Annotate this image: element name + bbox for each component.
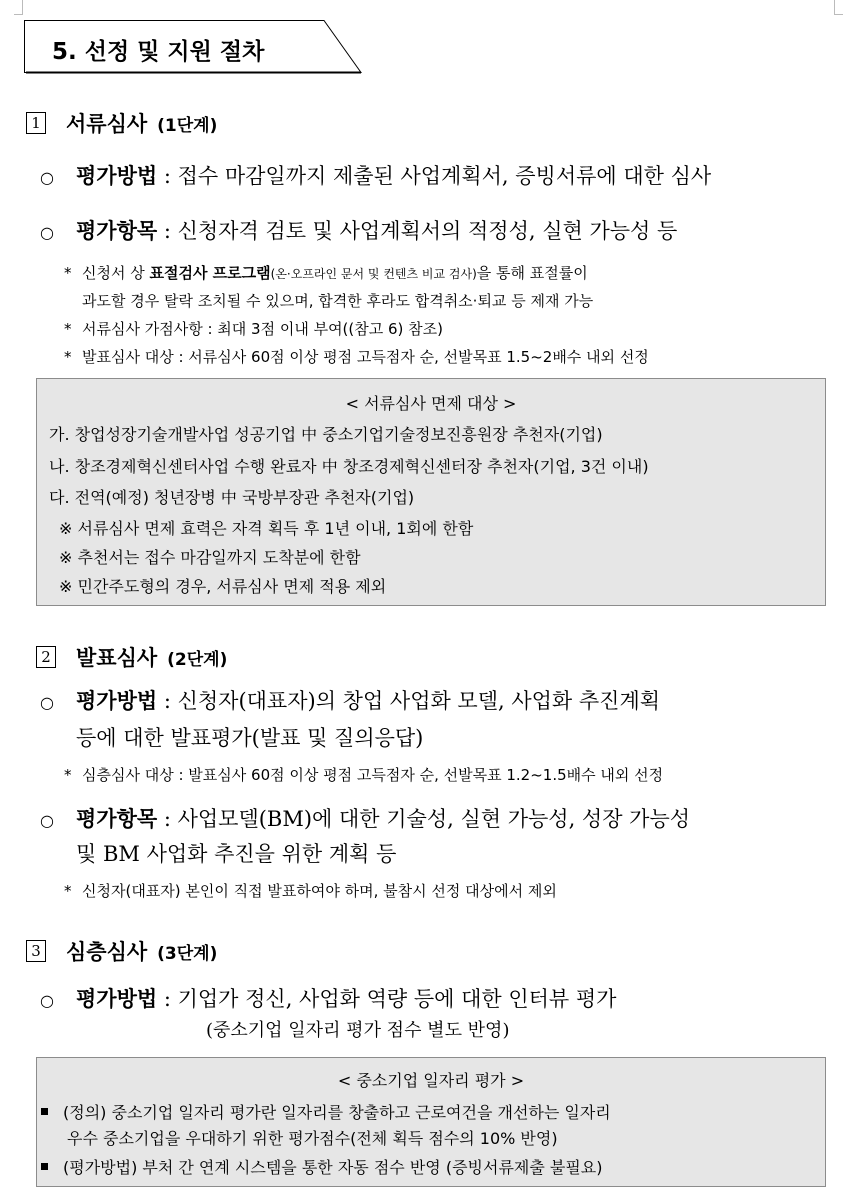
asterisk-icon: * <box>64 766 72 784</box>
section-title-text: 5. 선정 및 지원 절차 <box>52 39 265 65</box>
bullet-label: 평가항목 <box>76 807 158 831</box>
note-plagiarism-cont: 과도할 경우 탈락 조치될 수 있으며, 합격한 후라도 합격취소·퇴교 등 제재 가능 <box>82 292 594 310</box>
bullet-text: 기업가 정신, 사업화 역량 등에 대한 인터뷰 평가 <box>177 987 617 1011</box>
bullet-continuation: (중소기업 일자리 평가 점수 별도 반영) <box>206 1020 510 1041</box>
note-small: (온·오프라인 문서 및 컨텐츠 비교 검사) <box>270 267 477 281</box>
bullet-sep: : <box>157 987 178 1011</box>
job-box-text: (정의) 중소기업 일자리 평가란 일자리를 창출하고 근로여건을 개선하는 일자리 <box>63 1103 611 1122</box>
note-deep-target <box>64 764 663 785</box>
exemption-line: 다. 전역(예정) 청년장병 中 국방부장관 추천자(기업) <box>49 488 415 507</box>
note-text: 서류심사 가점사항 : 최대 3점 이내 부여((참고 6) 참조) <box>82 320 444 338</box>
job-box-text: (평가방법) 부처 간 연계 시스템을 통한 자동 점수 반영 (증빙서류제출 불필요) <box>63 1158 603 1177</box>
bullet-label: 평가항목 <box>76 219 158 243</box>
heading-number-box: 2 <box>36 646 56 668</box>
note-text: 심층심사 대상 : 발표심사 60점 이상 평점 고득점자 순, 선발목표 1.2~1.5배수 내외 선정 <box>82 766 664 784</box>
bullet-text: 사업모델(BM)에 대한 기술성, 실현 가능성, 성장 가능성 <box>177 807 691 831</box>
exemption-note: ※ 민간주도형의 경우, 서류심사 면제 적용 제외 <box>59 577 387 596</box>
bullet-eval-method <box>40 685 660 715</box>
bullet-eval-items <box>40 215 677 245</box>
heading-title: 심층심사 <box>66 940 148 964</box>
bullet-continuation: 및 BM 사업화 추진을 위한 계획 등 <box>76 842 397 866</box>
note-text: 신청자(대표자) 본인이 직접 발표하여야 하며, 불참시 선정 대상에서 제외 <box>82 882 557 900</box>
exemption-note: ※ 추천서는 접수 마감일까지 도착분에 한함 <box>59 548 361 567</box>
job-box-line-cont: 우수 중소기업을 우대하기 위한 평가점수(전체 획득 점수의 10% 반영) <box>67 1129 558 1148</box>
heading-presentation-review <box>36 642 227 672</box>
asterisk-icon: * <box>64 264 72 282</box>
exemption-box <box>36 378 826 606</box>
note-text: 발표심사 대상 : 서류심사 60점 이상 평점 고득점자 순, 선발목표 1.5~2배수 내외 선정 <box>82 348 649 366</box>
heading-document-review <box>26 108 217 138</box>
bullet-label: 평가방법 <box>76 689 158 713</box>
heading-title: 서류심사 <box>66 112 148 136</box>
note-presentation-target <box>64 346 649 367</box>
heading-deep-review <box>26 936 217 966</box>
exemption-line: 가. 창업성장기술개발사업 성공기업 中 중소기업기술정보진흥원장 추천자(기업) <box>49 425 603 444</box>
circle-bullet-icon: ○ <box>40 168 54 187</box>
circle-bullet-icon: ○ <box>40 693 54 712</box>
heading-number-box: 3 <box>26 940 46 962</box>
bullet-text: 신청자격 검토 및 사업계획서의 적정성, 실현 가능성 등 <box>177 219 678 243</box>
note-attendance <box>64 880 557 901</box>
asterisk-icon: * <box>64 320 72 338</box>
bullet-label: 평가방법 <box>76 164 158 188</box>
bullet-eval-method <box>40 983 616 1013</box>
heading-title: 발표심사 <box>76 646 158 670</box>
circle-bullet-icon: ○ <box>40 811 54 830</box>
bullet-sep: : <box>157 219 178 243</box>
exemption-note: ※ 서류심사 면제 효력은 자격 획득 후 1년 이내, 1회에 한함 <box>59 519 474 538</box>
note-plagiarism <box>64 262 588 283</box>
heading-number-box: 1 <box>26 112 46 134</box>
bullet-text: 접수 마감일까지 제출된 사업계획서, 증빙서류에 대한 심사 <box>177 164 712 188</box>
note-text: 신청서 상 <box>82 264 150 282</box>
circle-bullet-icon: ○ <box>40 991 54 1010</box>
note-bonus <box>64 318 443 339</box>
job-box-line <box>41 1155 603 1178</box>
bullet-text: 신청자(대표자)의 창업 사업화 모델, 사업화 추진계획 <box>177 689 661 713</box>
bullet-sep: : <box>157 689 178 713</box>
bullet-label: 평가방법 <box>76 987 158 1011</box>
heading-stage: (3단계) <box>157 943 218 964</box>
bullet-continuation: 등에 대한 발표평가(발표 및 질의응답) <box>76 726 424 750</box>
note-bold: 표절검사 프로그램 <box>149 264 271 282</box>
note-text: 을 통해 표절률이 <box>476 264 588 282</box>
bullet-sep: : <box>157 164 178 188</box>
bullet-eval-method <box>40 160 711 190</box>
heading-stage: (1단계) <box>157 115 218 136</box>
job-evaluation-box <box>36 1057 826 1187</box>
job-box-line <box>41 1100 611 1123</box>
square-bullet-icon <box>41 1108 48 1115</box>
asterisk-icon: * <box>64 348 72 366</box>
heading-stage: (2단계) <box>167 649 228 670</box>
bullet-eval-items <box>40 803 690 833</box>
exemption-box-title: < 서류심사 면제 대상 > <box>345 394 517 413</box>
page-corner-mark-left <box>14 0 23 15</box>
section-title <box>24 20 362 74</box>
page-corner-mark-right <box>834 0 843 15</box>
asterisk-icon: * <box>64 882 72 900</box>
exemption-line: 나. 창조경제혁신센터사업 수행 완료자 中 창조경제혁신센터장 추천자(기업, 3건 이내) <box>49 457 649 476</box>
square-bullet-icon <box>41 1163 48 1170</box>
job-box-title: < 중소기업 일자리 평가 > <box>337 1071 525 1090</box>
bullet-sep: : <box>157 807 178 831</box>
circle-bullet-icon: ○ <box>40 223 54 242</box>
